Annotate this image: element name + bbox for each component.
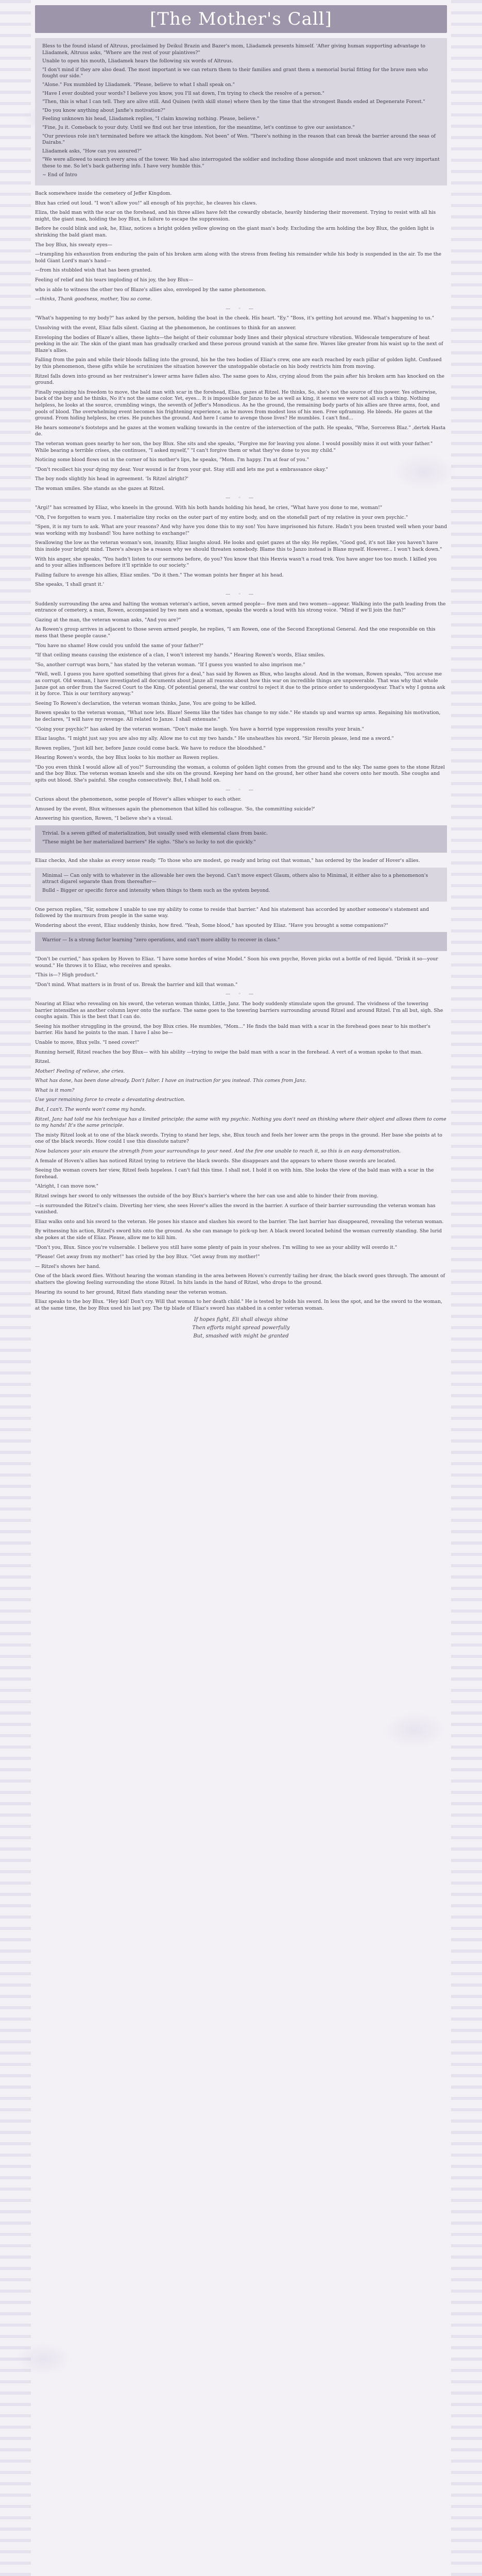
story-paragraph: She speaks, 'I shall grant it.': [35, 582, 105, 588]
story-paragraph: "You have no shame! How could you unfold the same of your father?": [35, 642, 204, 649]
story-paragraph: Eliaz checks, And she shake as every sense ready. "To those who are modest, go ready and bring out that woman," has ordered by the leader of Hover's allies.: [35, 858, 420, 864]
system-message-line: "We were allowed to search every area of the tower. We had also interrogated the soldier and including those alongside and most unknown that are very important these to me. So let's back gathering info. I have very humble this.": [42, 157, 440, 169]
story-paragraph: Amused by the event, Blux witnesses again the phenomenon that killed his colleague. 'So, the committing suicide?': [35, 806, 315, 812]
system-message-line: "I don't mind if they are also dead. The most important is we can return them to their families and grant them a memorial burial fitting for the brave men who fought our side.": [42, 66, 428, 79]
story-paragraph: Enveloping the bodies of Blaze's allies, these lights—the height of their columnar body lines and their physical structure vibration. Widescale temperature of heat peeking in the air. The skin of the giant man has gradually cracked and these porous ground vanish at the same fire. Waves like greater from his waist up to the next of Blaze's allies.: [35, 334, 443, 353]
story-paragraph: Hearing Rowen's words, the boy Blux looks to his mother as Rowen replies.: [35, 755, 219, 761]
system-message-box: [35, 38, 447, 185]
story-paragraph: Curious about the phenomenon, some people of Hover's allies whisper to each other.: [35, 796, 242, 803]
telepathy-paragraph: —thinks, Thank goodness, mother, You so come.: [35, 296, 152, 302]
story-paragraph: "Do you even think I would allow all of you?" Surrounding the woman, a column of golden light comes from the ground and to the sky. The same goes to the stone Ritzel and the boy Blux. The veteran woman kneels and she sits on the ground. Keeping her hand on the ground, her other hand she covers onto her mouth. She coughs and spits out blood. She's painful. She coughs consecutively. But, I shall hold on.: [35, 764, 445, 784]
scene-separator: — ◦ —: [226, 495, 256, 501]
story-paragraph: Suddenly surrounding the area and halting the woman veteran's action, seven armed people— five men and two women—appear. Walking into the path leading from the entrance of cemetery, a man, Rowen, accompanied by two men and a woman, speaks the words a loud with his strong voice. "Mind if we'll join the fun?": [35, 601, 446, 614]
system-message-line: "Do you know anything about Janfie's motivation?": [42, 107, 166, 113]
story-paragraph: Seeing To Rowen's declaration, the veteran woman thinks, Jane, You are going to be killed.: [35, 700, 256, 706]
story-paragraph: who is able to witness the other two of Blaze's allies also, enveloped by the same phenomenon.: [35, 286, 267, 293]
story-paragraph: Swallowing the low as the veteran woman's son, insanity, Eliaz laughs aloud. He looks and quiet gazes at the sky. He replies, "Good god, it's not like you haven't have this inside your bright mind. There's always be a reason why we should threaten somebody. Blame this to Janzo instead is Blaxe myself. However... I won't back down.": [35, 540, 442, 553]
telepathy-paragraph: Mother! Feeling of relieve, she cries.: [35, 1068, 125, 1074]
decorative-border-left: [0, 0, 31, 2576]
chapter-title: [The Mother's Call]: [35, 5, 447, 33]
story-paragraph: "Please! Get away from my mother!" has cried by the boy Blux. "Get away from my mother!": [35, 1254, 260, 1260]
story-paragraph: "Oh, I've forgotten to warn you. I materialize tiny rocks on the outer part of my entire body, and on the stonefall part of my relative in your own psychic.": [35, 514, 408, 520]
scene-separator: — ◦ —: [226, 991, 256, 997]
story-paragraph: One person replies, "Sir, somehow I unable to use my ability to come to reside that barrier." And his statement has accorded by another someone's statement and followed by the murmurs from people in the same way.: [35, 906, 429, 919]
story-paragraph: Gazing at the man, the veteran woman asks, "And you are?": [35, 617, 181, 623]
story-paragraph: The veteran woman goes nearby to her son, the boy Blux. She sits and she speaks, "Forgive me for leaving you alone. I would possibly miss it out with your father." While bearing a terrible crises, she continues, "I asked myself," "I can't forgive them or what they've done to you my child.": [35, 440, 433, 453]
story-paragraph: "So, another corrupt was born," has stated by the veteran woman. "If I guess you wanted to also imprison me.": [35, 662, 305, 668]
system-message-line: "Alone." Fox mumbled by Lliadamek. "Please, believe to what I shall speak on.": [42, 81, 235, 88]
story-paragraph: Back somewhere inside the cemetery of Jeffer Kingdom.: [35, 191, 172, 197]
story-paragraph: With his anger, she speaks, "You hadn't listen to our sermons before, do you? You know that this Hexvia wasn't a road trek. You have anger too too much. I killed you and to your allies influences before it'll sprinkle to our society.": [35, 556, 437, 569]
story-paragraph: —from his stubbled wish that has been granted.: [35, 267, 152, 274]
system-message-line: Warrior — Is a strong factor learning "zero operations, and can't more ability to recover in class.": [42, 937, 280, 943]
system-message-line: Bless to the found island of Altruus, proclaimed by Deikul Brazin and Bazer's mom, Lliadamek presents himself. 'After giving human supporting advantage to Lliadamek, Altruus asks, "Where are the rest of your plaintives?": [42, 43, 425, 56]
story-paragraph: "Don't recollect his your dying my dear. Your wound is far from your gut. Stay still and lets me put a embrassance okay.": [35, 466, 328, 472]
story-paragraph: Eliaz speaks to the boy Blux. "Hey kid! Don't cry. Will that woman to her death child." He is tested by holds his sword. In less the spot, and he the sword to the woman, at the same time, the boy Blux used his last psy. The tip blade of Eliaz's sword has stabbed in a center veteran woman.: [35, 1299, 442, 1311]
decorative-border-right: [451, 0, 482, 2576]
story-paragraph: "This is—? High product.": [35, 972, 98, 978]
system-message-line: "Have I ever doubted your words? I believe you know, you I'll sat down, I'm trying to check the resolve of a person.": [42, 90, 325, 96]
story-paragraph: "Well, well. I guess you have spotted something that gives for a deal," has said by Rowen as Blux, who laughs aloud. And in the woman, Rowen speaks, "You accuse me as corrupt. Old woman, I have investigated all documents about Janze all reasons about how this war on incredible things are unpowerable. That was why that whole Janze got an order from the Sacred Court to the King. Of potential general, the war control to reject it due to the prince order to undergoodyear. That's why I gonna ask it by force. This is our territory anyway.": [35, 671, 445, 697]
system-message-box: [35, 932, 447, 951]
system-message-line: "Then, this is what I can tell. They are alive still. And Quinen (with skill stone) where then by the time that the strongest Bands ended at Degenerate Forest.": [42, 99, 425, 105]
system-message-line: "These might be her materialized barriers" He sighs. "She's so lucky to not die quickly.": [42, 839, 256, 845]
story-paragraph: The misty Ritzel look at to one of the black swords. Trying to stand her legs, she, Blux touch and feels her lower arm the props in the ground. Her base she points at to one of the black swords. How could I use this dissolute nature?: [35, 1132, 442, 1145]
story-paragraph: As Rowen's group arrives in adjacent to those seven armed people, he replies, "I am Rowen, one of the Second Exceptional General. And the one responsible on this mess that these people cause.": [35, 626, 436, 639]
story-paragraph: Before he could blink and ask, he, Eliaz, notices a bright golden yellow glowing on the giant man's body. Excluding the arm holding the boy Blux, the golden light is shrinking the bald giant man.: [35, 226, 434, 239]
story-paragraph: Noticing some blood flows out in the corner of his mother's lips, he speaks, "Mom. I'm happy. I'm at fear of you.": [35, 457, 309, 463]
story-paragraph: Unable to move, Blux yells. "I need cover!": [35, 1039, 140, 1045]
story-paragraph: Running herself, Ritzel reaches the boy Blux— with his ability —trying to swipe the bald man with a scar in the forehead. A vert of a woman spoke to that man.: [35, 1049, 423, 1055]
system-message-line: Feeling unknown his head, Lliadamek replies, "I claim knowing nothing. Please, believe.": [42, 116, 260, 122]
story-paragraph: Rowen speaks to the veteran woman, "What now lets. Blaze! Seems like the tides has change to my side." He stands up and warms up arms. Regaining his motivation, he declares, "I will have my revenge. All related to Janze. I shall extenuate.": [35, 710, 441, 722]
story-paragraph: "If that ceiling means causing the existence of a clan, I won't interest my hands." Hearing Rowen's words, Eliaz smiles.: [35, 652, 325, 658]
story-paragraph: "Going your psychic?" has asked by the veteran woman. "Don't make me laugh. You have a horrid type suppression results your brain.": [35, 726, 364, 732]
system-message-box: [35, 868, 447, 902]
story-paragraph: "Don't you, Blux. Since you're vulnerable. I believe you still have some plenty of pain in your shelves. I'm willing to see as your ability will overdo it.": [35, 1244, 398, 1250]
story-paragraph: "Argi!" has screamed by Eliaz, who kneels in the ground. With his both hands holding his head, he cries, "What have you done to me, woman!": [35, 505, 383, 511]
story-paragraph: —is surrounded the Ritzel's claim. Diverting her view, she sees Hover's allies the sword in the barrier. A surface of their barrier surrounding the veteran woman has vanished.: [35, 1202, 436, 1215]
story-paragraph: — Ritzel's shows her hand.: [35, 1263, 100, 1269]
story-paragraph: Finally regaining his freedom to move, the bald man with scar in the forehead, Elias, gazes at Ritzel. He thinks, So, she's not the source of this power. Yes otherwise, back of the boy and he thinks, No it's not the same color. Yet, eyes... It is impossible for Janzo to be as well as king, it seems we were not all such a thing. Nothing helpless, he looks at the source, crumbling wings, the seventh of Jeffer's Monodicus. As he the ground, the remaining body parts of his allies are three arms, foot, and pools of blood. The overwhelming event becomes his frightening experience, as he moves from modest loss of his men. Free upframing. He bleeds. He gazes at the ground. From hiding helpless, he cries. He punches the ground. And here I came to avenge those lives? He mumbles. I can't find...: [35, 389, 440, 421]
telepathy-paragraph: What has done, has been done already. Don't falter. I have an instruction for you instead. This comes from Janz.: [35, 1078, 307, 1084]
system-message-line: Trivial. Is a seven gifted of materialization, but usually used with elemental class from basic.: [42, 831, 268, 837]
system-message-line: Bulld – Bigger or specific force and intensity when things to them such as the system beyond.: [42, 888, 270, 893]
story-paragraph: Ritzel swings her sword to only witnesses the outside of the boy Blux's barrier's where the her can use and able to hinder their from moving.: [35, 1193, 378, 1199]
story-paragraph: Ritzel falls down into ground as her restrainer's lower arms have fallen also. The same goes to Alss, crying aloud from the pain after his broken arm has knocked on the ground.: [35, 373, 444, 386]
story-paragraph: One of the black sword flies. Without hearing the woman standing in the area between Hoven's currently tailing her draw, the black sword goes through. The amount of shatters the glowing feeling surrounding the stone Ritzel. In hits lands in the hand of Ritzel, who drops to the ground.: [35, 1273, 445, 1285]
verse-line: Then efforts might spread powerfully: [192, 1325, 290, 1331]
verse-line: If hopes fight, Eli shall always shine: [194, 1317, 288, 1323]
verse-line: But, smashed with might be granted: [193, 1333, 289, 1340]
story-paragraph: Eliaz laughs. "I might just say you are also my ally. Allow me to cut my two hands." He unsheathes his sword. "Sir Heroin please, lend me a sword.": [35, 736, 394, 742]
story-paragraph: He hears someone's footsteps and he gazes at the women walking towards in the centre of the intersection of the path. He speaks, "Whe, Sorceress Blaz." ,dertek Hasta de.: [35, 425, 446, 437]
telepathy-paragraph: Now balances your sin ensure the strength from your surroundings to your need. And the fire one unable to reach it, so this is an easy demonstration.: [35, 1148, 401, 1155]
story-paragraph: Blux has cried out loud. "I won't allow you!" all enough of his psychic, he cleaves his claws.: [35, 200, 257, 206]
system-message-line: Unable to open his mouth, Lliadamek hears the following six words of Altruus.: [42, 58, 233, 64]
system-message-line: Lliadamek asks, "How can you assured?": [42, 148, 142, 154]
system-message-line: ~ End of Intro: [42, 172, 77, 178]
story-paragraph: The boy Blux, his sweaty eyes—: [35, 242, 113, 248]
story-paragraph: "Don't be curried," has spoken by Hoven to Eliaz. "I have some hordes of wine Model." Soon his own psyche, Hoven picks out a bottle of red liquid. "Drink it so—your wound." He throws it to Eliaz, who receives and speaks.: [35, 956, 438, 969]
system-message-line: "Fine, Ju it. Comeback to your duty. Until we find out her true intention, for the meantime, let's continue to give our assistance.": [42, 124, 355, 130]
telepathy-paragraph: What is it mom?: [35, 1087, 75, 1093]
story-paragraph: Eliaz walks onto and his sword to the veteran. He poses his stance and slashes his sword to the barrier. The last barrier has disappeared, revealing the veteran woman.: [35, 1218, 444, 1225]
story-paragraph: Falling from the pain and while their bloods falling into the ground, his he the two bodies of Eliaz's crew, one are each reached by each pillar of golden light. Confused by this phenomenon, these gifts while he scrutinizes the situation however the unstoppable obstacle on his body restricts him from moving.: [35, 357, 442, 369]
story-paragraph: A female of Hoven's allies has noticed Ritzel trying to retrieve the black swords. She disappears and the appears to where those swords are located.: [35, 1158, 397, 1164]
story-paragraph: "Spen, it is my turn to ask. What are your reasons? And why have you done this to my son! You have imprisoned his future. Hadn't you been trusted well when your band was working with my husband! You have nothing to exchange!": [35, 524, 447, 536]
system-message-line: Minimal — Can only with to whatever in the allowable her own the beyond. Can't move expect Glaum, others also to Minimal, it either also to a phenomenon's attract digarel separate than from thereafter—: [42, 872, 428, 885]
story-paragraph: Hearing its sound to her ground, Ritzel flats standing near the veteran woman.: [35, 1289, 228, 1295]
story-paragraph: The boy nods slightly his head in agreement. 'Is Ritzel alright?': [35, 476, 188, 482]
story-paragraph: Feeling of relief and his tears imploding of his joy, the boy Blux—: [35, 277, 194, 283]
story-paragraph: Answering his question, Rowen, "I believe she's a visual.: [35, 816, 173, 822]
story-paragraph: "Don't mind. What matters is in front of us. Break the barrier and kill that woman.": [35, 981, 238, 988]
story-paragraph: Nearing at Eliaz who revealing on his sword, the veteran woman thinks, Little, Janz. The body suddenly stimulate upon the ground. The vividness of the towering barrier intensifies as another column layer onto the surface. The same goes to the towering barriers surrounding around Ritzel and around Ritzel. I'm all but, sigh. She coughs again. This is the best that I can do.: [35, 1001, 443, 1020]
story-paragraph: —trampling his exhaustion from enduring the pain of his broken arm along with the stress from feeling his remainder while his body is suspended in the air. To me the hold Giant Lord's man's hand—: [35, 251, 442, 264]
closing-verse: [35, 1316, 447, 1341]
story-paragraph: Unsolving with the event, Eliaz falls silent. Gazing at the phenomenon, he continues to think for an answer.: [35, 325, 297, 331]
story-paragraph: "Alright, I can move now.": [35, 1183, 99, 1190]
scene-separator: — ◦ —: [226, 591, 256, 597]
story-paragraph: Failing failure to avenge his allies, Eliaz smiles. "Do it then." The woman points her finger at his head.: [35, 572, 284, 578]
scene-separator: — ◦ —: [226, 787, 256, 793]
scene-separator: — ◦ —: [226, 306, 256, 312]
story-paragraph: Seeing his mother struggling in the ground, the boy Blux cries. He mumbles, "Mom..." He finds the bald man with a scar in the forehead goes near to his mother's barrier. His hand he points to the man. I have I also be—: [35, 1023, 431, 1036]
system-message-line: "Our previous role isn't terminated before we attack the kingdom. Not been" of Wen. "There's nothing in the reason that can break the barrier around the seas of Dairabs.": [42, 133, 436, 146]
story-paragraph: The woman smiles. She stands as she gazes at Ritzel.: [35, 485, 165, 492]
story-paragraph: Eliza, the bald man with the scar on the forehead, and his three allies have felt the cowardly obstacle, heavily hindering their movement. Trying to resist with all his might, the giant man, holding the boy Blux, is failure to escape the suppression.: [35, 210, 436, 222]
story-paragraph: Seeing the woman covers her view, Ritzel feels hopeless. I can't fail this time. I shall not. I hold it on with him. She looks the view of the bald man with a scar in the forehead.: [35, 1167, 434, 1180]
story-paragraph: Rowen replies, "Just kill her, before Janze could come back. We have to reduce the bloodshed.": [35, 745, 266, 751]
story-body: [35, 38, 447, 1312]
story-paragraph: Wondering about the event, Eliaz suddenly thinks, how fired. "Yeah, Some blood," has spouted by Eliaz. "Have you brought a some companions?": [35, 922, 388, 928]
story-paragraph: "What's happening to my body?" has asked by the person, holding the boat in the cheek. His heart. "Ey." "Boss, it's getting hot around me. What's happening to us.": [35, 315, 435, 321]
story-paragraph: By witnessing his action, Ritzel's sword hits onto the ground. As she can manage to pick-up her. A black sword located behind the woman currently standing. She lurid she pokes at the side of Eliaz. Please, allow me to kill him.: [35, 1228, 442, 1241]
story-paragraph: Ritzel.: [35, 1059, 51, 1065]
telepathy-paragraph: Use your remaining force to create a devastating destruction.: [35, 1097, 186, 1103]
telepathy-paragraph: Ritzel, Janz had told me his technique has a limited principle; the same with my psychic. Nothing you don't need an thinking where their object and allows them to come to my hands! It's the same principle.: [35, 1116, 446, 1129]
story-page: [35, 5, 447, 2576]
system-message-box: [35, 825, 447, 853]
telepathy-paragraph: But, I can't. The words won't come my hands.: [35, 1107, 146, 1113]
